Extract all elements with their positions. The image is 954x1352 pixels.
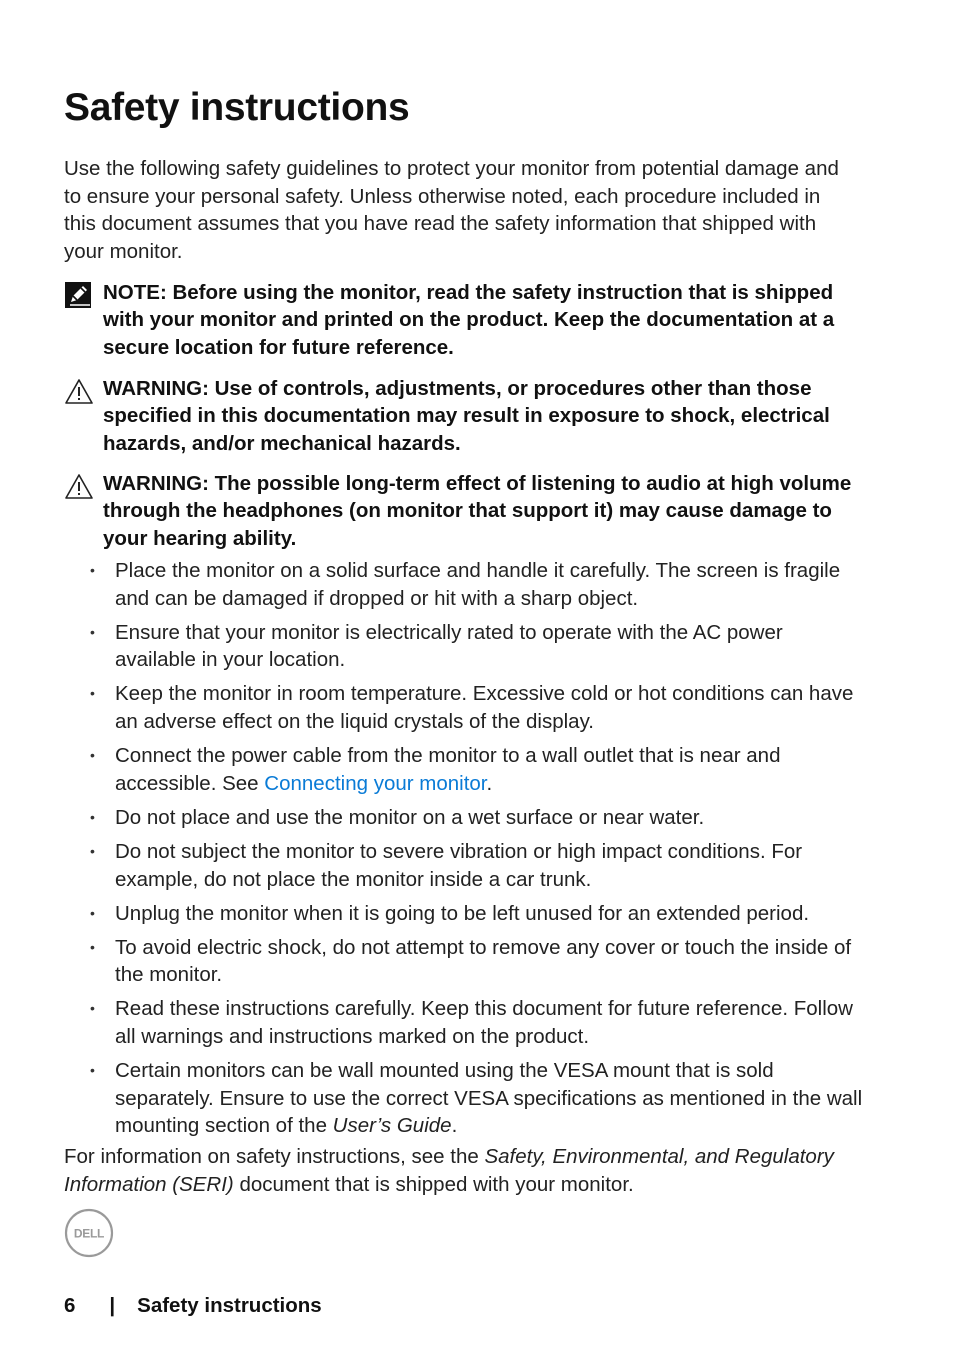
warning-triangle-icon [64,472,94,500]
list-item-text: Do not subject the monitor to severe vibration or high impact conditions. For example, do not place the monitor inside a car trunk. [115,839,803,891]
footer-separator: | [109,1294,116,1317]
closing-text-end: document that is shipped with your monitor. [233,1172,634,1196]
page-title: Safety instructions [64,86,410,129]
list-item-text: To avoid electric shock, do not attempt to remove any cover or touch the inside of the monitor. [115,935,852,987]
seri-document-title: Safety, Environmental, and Regulatory Information (SERI) [64,1145,834,1196]
list-item-text: Connect the power cable from the monitor to a wall outlet that is near and accessible. See [115,744,781,795]
bullet-icon: • [90,938,95,955]
list-item-text: Ensure that your monitor is electrically rated to operate with the AC power available in your location. [115,620,783,672]
list-item [64,1057,864,1140]
closing-text: For information on safety instructions, see the [64,1145,485,1168]
bullet-icon: • [90,808,95,825]
bullet-icon: • [90,685,95,702]
bullet-icon: • [90,1061,95,1078]
bullet-icon: • [90,1000,95,1017]
list-item [64,557,864,612]
intro-paragraph: Use the following safety guidelines to protect your monitor from potential damage and to ensure your personal safety. Unless otherwise noted, each procedure included in this document assumes that you have read the safety information that shipped with your monitor. [64,157,839,263]
page-number: 6 [64,1294,76,1317]
bullet-icon: • [90,562,95,578]
list-item [64,900,864,928]
list-item [64,838,864,893]
footer-section-title: Safety instructions [137,1294,322,1317]
list-item-text: Place the monitor on a solid surface and handle it carefully. The screen is fragile and can be damaged if dropped or hit with a sharp object. [115,559,841,610]
list-item [64,619,864,674]
warning-triangle-icon [64,377,94,405]
bullet-icon: • [90,904,95,921]
list-item [64,680,864,735]
list-item-text: Unplug the monitor when it is going to be left unused for an extended period. [115,901,810,925]
safety-bullet-list [64,557,864,1146]
list-item [64,804,864,832]
list-item [64,742,864,797]
closing-paragraph [64,1143,854,1198]
bullet-icon: • [90,747,95,764]
warning-text-1: WARNING: Use of controls, adjustments, or procedures other than those specified in this documentation may result in exposure to shock, electrical hazards, and/or mechanical hazards. [103,377,830,455]
list-item [64,995,864,1050]
warning-text-2: WARNING: The possible long-term effect of listening to audio at high volume through the headphones (on monitor that support it) may cause damage to your hearing ability. [103,472,852,550]
bullet-icon: • [90,842,95,859]
list-item-text-end: . [486,771,493,795]
note-pencil-icon [64,281,94,309]
page-footer [64,1294,322,1318]
list-item [64,934,864,989]
dell-logo-icon [64,1208,114,1258]
dell-logo-text: DELL [73,1226,105,1241]
connecting-monitor-link[interactable]: Connecting your monitor [264,771,487,795]
users-guide-title: User’s Guide [332,1114,452,1138]
list-item-text: Keep the monitor in room temperature. Excessive cold or hot conditions can have an adverse effect on the liquid crystals of the display. [115,682,854,734]
note-text: NOTE: Before using the monitor, read the safety instruction that is shipped with your monitor and printed on the product. Keep the documentation at a secure location for future reference. [103,281,835,359]
list-item-text: Certain monitors can be wall mounted using the VESA mount that is sold separately. Ensure to use the correct VESA specifications as mentioned in the wall mounting section of the [115,1058,863,1138]
list-item-text: Do not place and use the monitor on a wet surface or near water. [115,805,705,829]
bullet-icon: • [90,623,95,640]
list-item-text: Read these instructions carefully. Keep this document for future reference. Follow all warnings and instructions marked on the product. [115,997,853,1048]
list-item-text-end: . [451,1114,458,1138]
